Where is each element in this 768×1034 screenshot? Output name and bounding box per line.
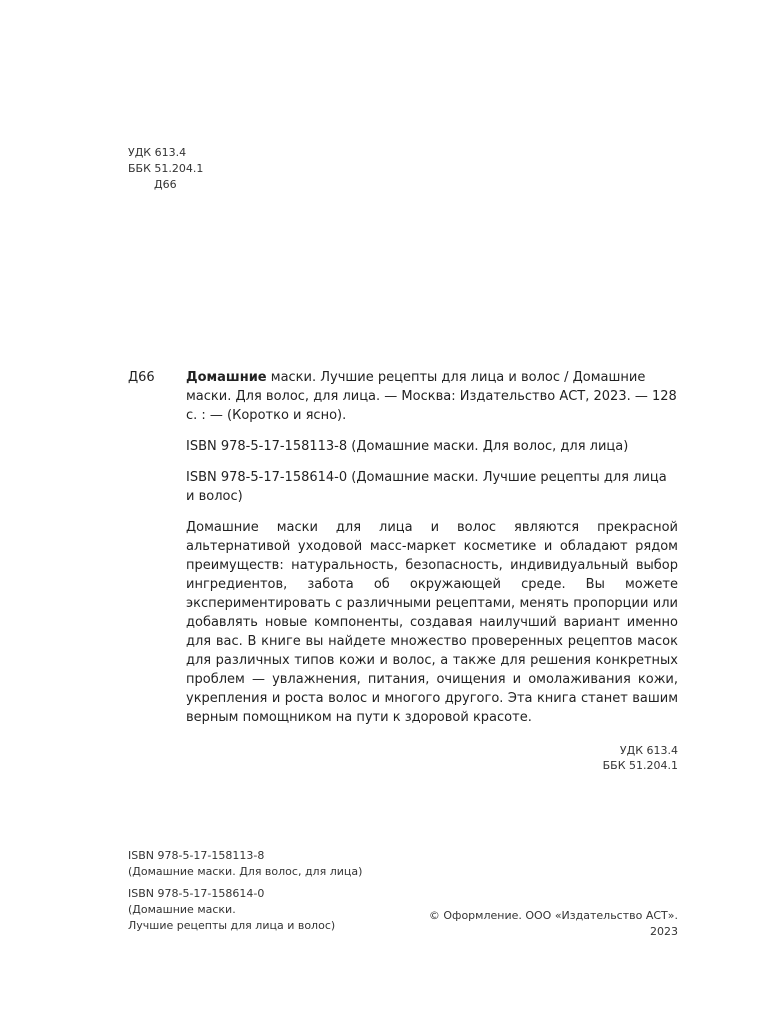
record-title-bold: Домашние bbox=[186, 370, 267, 385]
bottom-isbn-2-title-2: Лучшие рецепты для лица и волос) bbox=[128, 919, 336, 932]
record-title-rest: маски. Лучшие рецепты для лица и волос / Домашние маски. Для волос, для лица. — Москва: Издательство АСТ, 2023. — 128 с. : — (Коротко и ясно). bbox=[186, 370, 677, 423]
bottom-isbn-1 bbox=[128, 848, 388, 880]
bottom-isbn-2 bbox=[128, 886, 388, 934]
bottom-isbn-1-number: ISBN 978-5-17-158113-8 bbox=[128, 849, 265, 862]
record-author-sign: Д66 bbox=[128, 370, 155, 385]
classification-codes bbox=[128, 145, 203, 193]
record-isbn-1: ISBN 978-5-17-158113-8 (Домашние маски. Для волос, для лица) bbox=[186, 439, 629, 454]
bottom-isbn-2-title-1: (Домашние маски. bbox=[128, 903, 236, 916]
bottom-isbn-2-number: ISBN 978-5-17-158614-0 bbox=[128, 887, 265, 900]
bottom-isbn-block bbox=[128, 848, 388, 940]
record-title bbox=[186, 368, 678, 425]
copyright-notice: © Оформление. ООО «Издательство АСТ». 2023 bbox=[428, 909, 678, 938]
author-sign: Д66 bbox=[154, 178, 177, 191]
record-codes bbox=[186, 743, 678, 773]
udk-code: УДК 613.4 bbox=[128, 146, 187, 159]
record-isbn-2: ISBN 978-5-17-158614-0 (Домашние маски. Лучшие рецепты для лица и волос) bbox=[186, 470, 667, 504]
record-udk: УДК 613.4 bbox=[619, 744, 678, 757]
bottom-isbn-1-title: (Домашние маски. Для волос, для лица) bbox=[128, 865, 363, 878]
record-bbk: ББК 51.204.1 bbox=[602, 759, 678, 772]
record-annotation: Домашние маски для лица и волос являются прекрасной альтернативой уходовой масс-маркет косметике и обладают рядом преимуществ: натуральность, безопасность, индивидуальный выбор ингредиентов, забота об окружающей среде. Вы можете экспериментировать с различными рецептами, менять пропорции или добавлять новые компоненты, создавая наилучший вариант именно для вас. В книге вы найдете множество проверенных рецептов масок для различных типов кожи и волос, а также для решения конкретных проблем — увлажнения, питания, очищения и омолаживания кожи, укрепления и роста волос и многого другого. Эта книга станет вашим верным помощником на пути к здоровой красоте. bbox=[186, 520, 678, 725]
bbk-code: ББК 51.204.1 bbox=[128, 162, 204, 175]
record-body bbox=[186, 368, 678, 773]
